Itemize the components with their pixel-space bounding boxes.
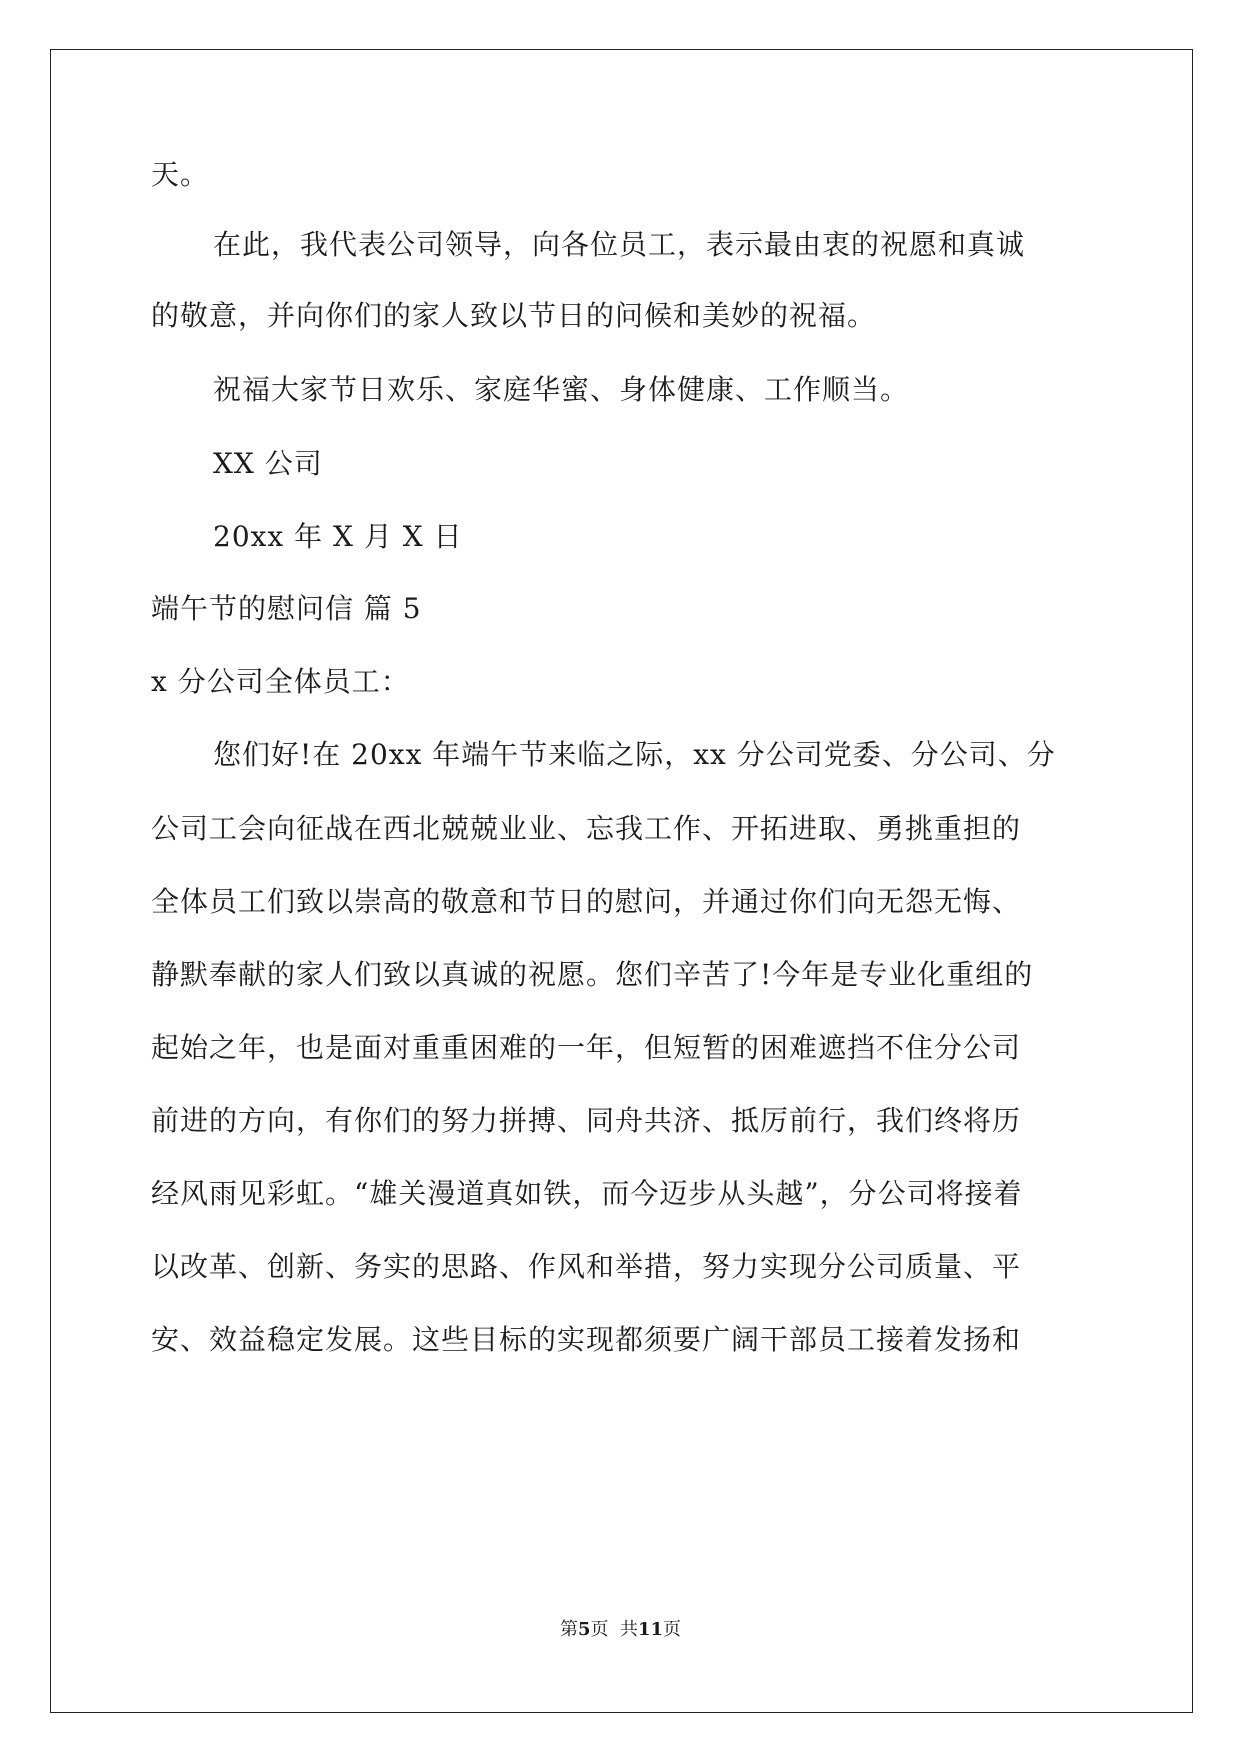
text-line: 前进的方向，有你们的努力拼搏、同舟共济、抵厉前行，我们终将历 <box>151 1104 1022 1137</box>
signature-company: XX 公司 <box>213 447 323 480</box>
text-line: 的敬意，并向你们的家人致以节日的问候和美妙的祝福。 <box>151 299 877 332</box>
current-page-number: 5 <box>577 1619 591 1640</box>
page-number-footer <box>0 1618 1241 1642</box>
text-line: 在此，我代表公司领导，向各位员工，表示最由衷的祝愿和真诚 <box>213 228 1026 261</box>
text-line: 静默奉献的家人们致以真诚的祝愿。您们辛苦了!今年是专业化重组的 <box>151 958 1034 991</box>
footer-prefix: 第 <box>559 1619 578 1640</box>
text-line: 您们好!在 20xx 年端午节来临之际，xx 分公司党委、分公司、分 <box>213 738 1056 771</box>
text-line: 全体员工们致以崇高的敬意和节日的慰问，并通过你们向无怨无悔、 <box>151 885 1022 918</box>
text-line: 公司工会向征战在西北兢兢业业、忘我工作、开拓进取、勇挑重担的 <box>151 812 1022 845</box>
text-line: 祝福大家节日欢乐、家庭华蜜、身体健康、工作顺当。 <box>213 373 910 406</box>
text-line: 起始之年，也是面对重重困难的一年，但短暂的困难遮挡不住分公司 <box>151 1031 1022 1064</box>
footer-suffix: 页 <box>663 1619 682 1640</box>
text-line: 安、效益稳定发展。这些目标的实现都须要广阔干部员工接着发扬和 <box>151 1323 1022 1356</box>
text-line: 经风雨见彩虹。“雄关漫道真如铁，而今迈步从头越”，分公司将接着 <box>151 1177 1023 1210</box>
total-pages-number: 11 <box>637 1619 664 1640</box>
section-heading: 端午节的慰问信 篇 5 <box>151 592 422 625</box>
text-line: 天。 <box>151 158 210 191</box>
footer-mid: 页 共 <box>590 1619 638 1640</box>
text-line: 以改革、创新、务实的思路、作风和举措，努力实现分公司质量、平 <box>151 1250 1022 1283</box>
salutation: x 分公司全体员工： <box>151 665 410 698</box>
signature-date: 20xx 年 X 月 X 日 <box>213 520 463 553</box>
